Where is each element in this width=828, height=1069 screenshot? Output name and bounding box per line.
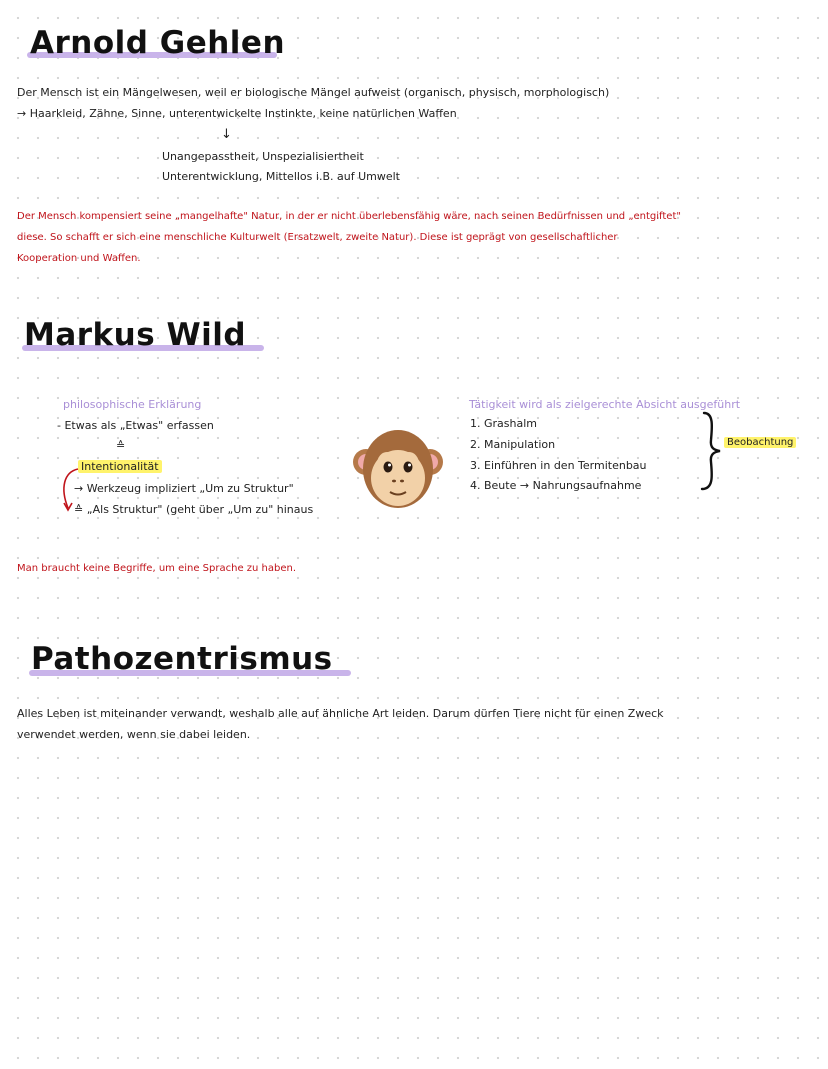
patho-line-1: Alles Leben ist miteinander verwandt, weshalb alle auf ähnliche Art leiden. Darum dürfen Tiere nicht für einen Zweck — [17, 707, 664, 720]
approx-symbol: ≙ — [116, 439, 126, 452]
wild-list-item-1: 1. Grashalm — [470, 417, 537, 430]
wild-red-line: Man braucht keine Begriffe, um eine Sprache zu haben. — [17, 563, 297, 574]
wild-left-line-3: ≙ „Als Struktur" (geht über „Um zu" hinaus — [74, 503, 314, 516]
gehlen-red-line-3: Kooperation und Waffen. — [17, 253, 141, 264]
wild-left-line-2: → Werkzeug impliziert „Um zu Struktur" — [74, 482, 294, 495]
heading-wild: Markus Wild — [24, 317, 247, 353]
heading-gehlen: Arnold Gehlen — [30, 25, 286, 61]
patho-line-2: verwendet werden, wenn sie dabei leiden. — [17, 728, 251, 741]
gehlen-line-4: Unterentwicklung, Mittellos i.B. auf Umwelt — [162, 170, 400, 183]
wild-list-item-3: 3. Einführen in den Termitenbau — [470, 459, 647, 472]
wild-left-line-1: - Etwas als „Etwas" erfassen — [57, 419, 214, 432]
wild-list-item-2: 2. Manipulation — [470, 438, 556, 451]
down-arrow-icon: ↓ — [221, 127, 232, 142]
observation-label — [724, 437, 796, 448]
gehlen-red-line-1: Der Mensch kompensiert seine „mangelhafte" Natur, in der er nicht überlebensfähig wäre, nach seinen Bedürfnissen und „entgiftet" — [17, 211, 681, 222]
gehlen-line-1: Der Mensch ist ein Mängelwesen, weil er biologische Mängel aufweist (organisch, physisch, morphologisch) — [17, 86, 610, 99]
monkey-face-icon — [352, 424, 444, 516]
gehlen-red-line-2: diese. So schafft er sich eine menschliche Kulturwelt (Ersatzwelt, zweite Natur). Diese ist geprägt von gesellschaftlicher — [17, 232, 618, 243]
intentionality-label — [78, 460, 162, 473]
observation-marker: Beobachtung — [724, 437, 796, 448]
wild-right-heading: Tätigkeit wird als zielgerechte Absicht ausgeführt — [469, 398, 741, 411]
wild-left-heading: philosophische Erklärung — [63, 398, 202, 411]
gehlen-line-3: Unangepasstheit, Unspezialisiertheit — [162, 150, 364, 163]
intentionality-marker: Intentionalität — [78, 460, 162, 473]
curly-brace-icon — [698, 410, 724, 492]
wild-list-item-4: 4. Beute → Nahrungsaufnahme — [470, 479, 642, 492]
gehlen-line-2: → Haarkleid, Zähne, Sinne, unterentwickelte Instinkte, keine natürlichen Waffen — [17, 107, 457, 120]
heading-patho: Pathozentrismus — [31, 641, 333, 677]
